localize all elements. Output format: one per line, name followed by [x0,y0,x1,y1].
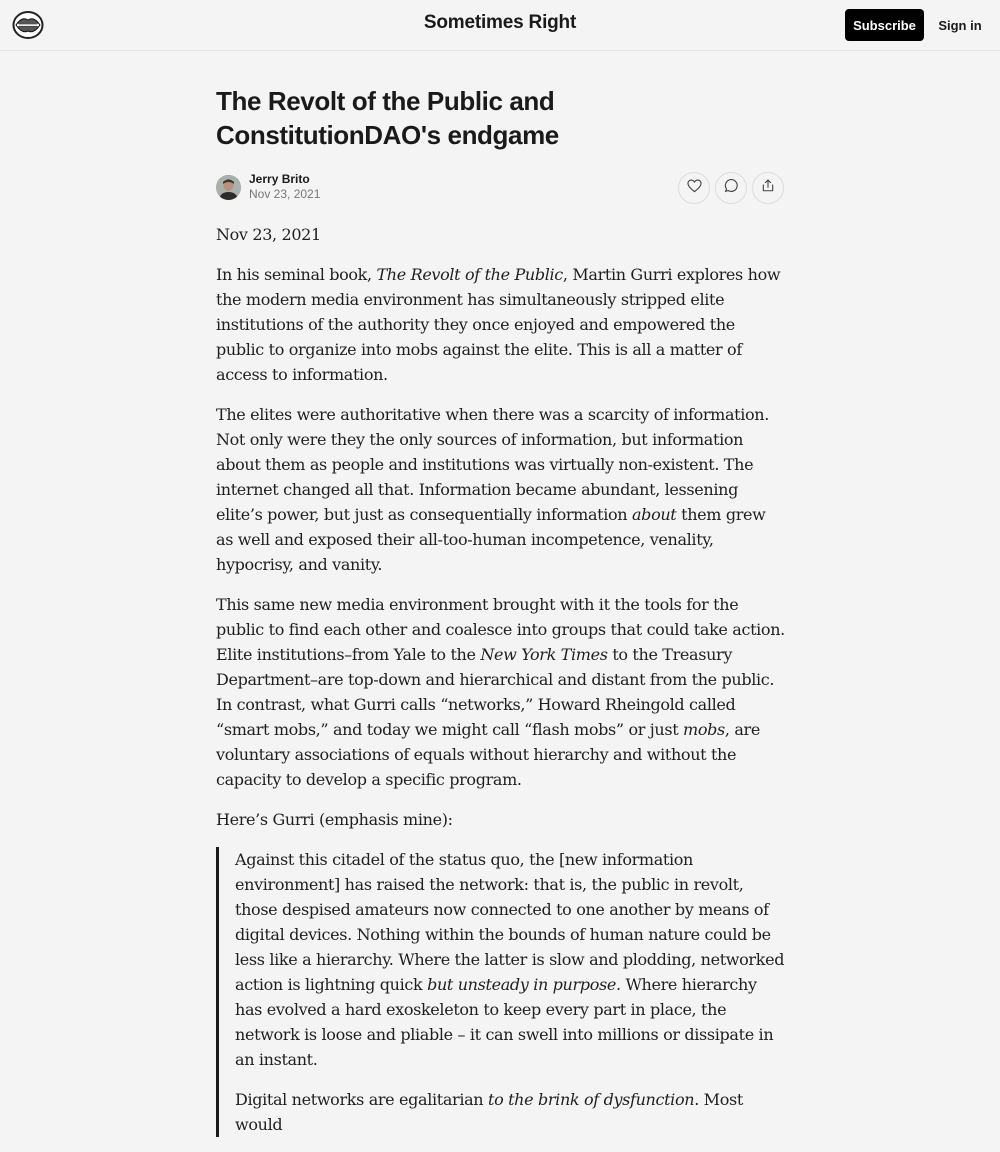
emphasis: mobs [683,720,725,739]
paragraph: Here’s Gurri (emphasis mine): [216,810,453,829]
subscribe-button[interactable]: Subscribe [845,9,924,41]
emphasis: New York Times [480,645,608,664]
site-title[interactable]: Sometimes Right [423,12,577,33]
text: . Most would [235,1090,743,1134]
emphasis: about [631,505,677,524]
blockquote [216,847,786,1137]
article [216,84,786,1152]
text: Digital networks are egalitarian [235,1090,488,1109]
quote-paragraph [235,1087,786,1137]
paragraph [216,262,786,387]
author-name[interactable]: Jerry Brito [249,172,310,186]
paragraph [216,402,786,577]
text: Where hierarchy has evolved a hard exoskeleton to keep every part in place, the network is loose and pliable – it can swell into millions or dissipate in an instant. [235,975,774,1069]
quote-paragraph [235,847,786,1072]
byline [216,172,786,208]
post-title-line-2: ConstitutionDAO's endgame [216,120,559,150]
avatar[interactable] [216,175,241,200]
share-button[interactable] [752,172,784,204]
emphasis: but unsteady in purpose. [427,975,621,994]
comment-button[interactable] [715,172,747,204]
text: This same new media environment brought with it the tools for the public to find each other and coalesce into groups that could take action. Elite institutions–from Yale to the [216,595,785,664]
heart-icon [687,179,702,198]
post-title-line-1: The Revolt of the Public and [216,86,555,116]
text: In his seminal book, [216,265,377,284]
post-title [216,84,786,152]
text: to the Treasury Department–are top-down and hierarchical and distant from the public. In contrast, what Gurri calls “networks,” Howard Rheingold called “smart mobs,” and today we might call “flash mobs” or just [216,645,775,739]
byline-date: Nov 23, 2021 [249,187,321,201]
text: Against this citadel of the status quo, the [new information environment] has raised the network: that is, the public in revolt, those despised amateurs now connected to one another by means of digital devices. Nothing within the bounds of human nature could be less like a hierarchy. Where the latter is slow and plodding, networked action is lightning quick [235,850,785,994]
text: , are voluntary associations of equals without hierarchy and without the capacity to develop a specific program. [216,720,760,789]
paragraph [216,592,786,792]
top-bar [0,0,1000,51]
comment-icon [724,178,739,198]
book-title: The Revolt of the Public [376,265,563,284]
text: , Martin Gurri explores how the modern media environment has simultaneously stripped elite institutions of the authority they once enjoyed and empowered the public to organize into mobs against the elite. This is all a matter of access to information. [216,265,781,384]
text: them grew as well and exposed their all-too-human incompetence, venality, hypocrisy, and vanity. [216,505,766,574]
emphasis: to the brink of dysfunction [488,1090,695,1109]
share-icon [761,178,775,198]
text: The elites were authoritative when there was a scarcity of information. Not only were they the only sources of information, but information about them as people and institutions was virtually non-existent. The internet changed all that. Information became abundant, lessening elite’s power, but just as consequentially information [216,405,769,524]
sign-in-button[interactable]: Sign in [936,9,984,41]
like-button[interactable] [678,172,710,204]
post-date: Nov 23, 2021 [216,225,321,244]
lips-logo-icon[interactable] [12,10,44,40]
